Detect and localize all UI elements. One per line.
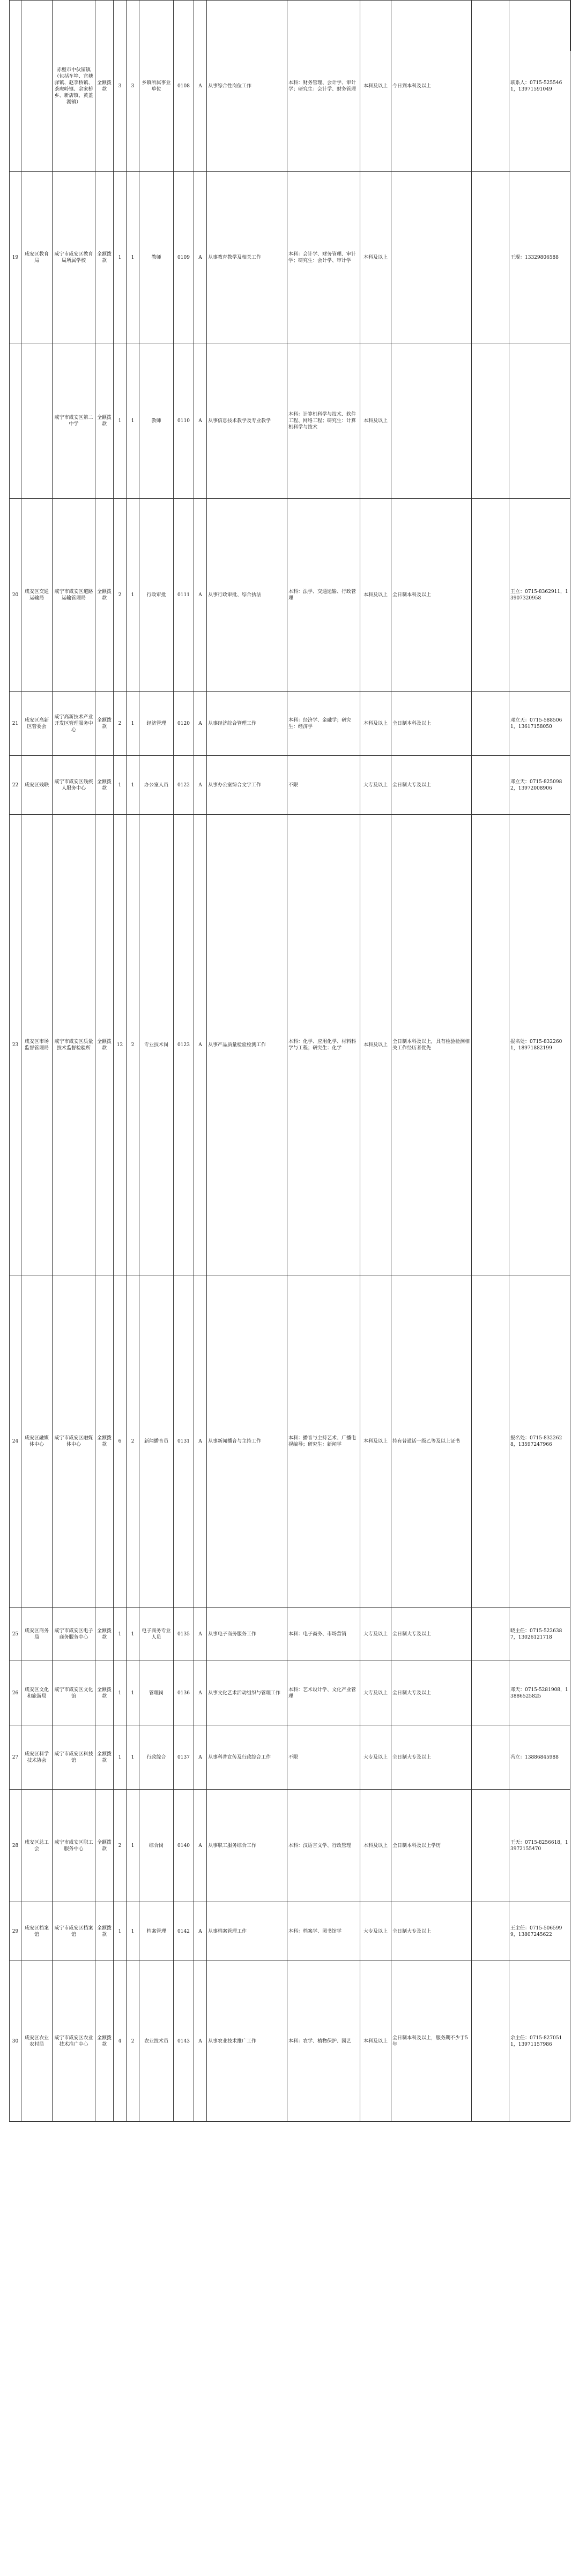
post-code: 0142 (174, 1902, 194, 1961)
county-department: 咸安区残联 (21, 756, 53, 815)
unit-quota: 12 (114, 815, 127, 1275)
recruiting-unit: 咸宁市咸安区质量技术监督检验所 (53, 815, 95, 1275)
post-category: A (194, 756, 207, 815)
table-row (10, 1608, 570, 1661)
post-category: A (194, 815, 207, 1275)
post-name: 农业技术员 (139, 1961, 174, 2122)
contact-cell (472, 1790, 509, 1902)
row-number: 30 (10, 1961, 21, 2122)
row-number: 27 (10, 1725, 21, 1790)
other-requirement: 今日到本科及以上 (391, 1, 472, 172)
major-requirement: 不限 (287, 1725, 360, 1790)
table-row (10, 1961, 570, 2122)
funding-type: 全额拨款 (95, 1902, 114, 1961)
post-category: A (194, 172, 207, 343)
education-requirement: 本科及以上 (360, 1961, 391, 2122)
post-code: 0123 (174, 815, 194, 1275)
contact-cell (472, 1725, 509, 1790)
post-duty: 从事档案管理工作 (207, 1902, 287, 1961)
post-code: 0110 (174, 343, 194, 499)
row-number: 19 (10, 172, 21, 343)
funding-type: 全额拨款 (95, 1661, 114, 1725)
post-category: A (194, 1275, 207, 1608)
recruiting-unit: 咸宁市咸安区科技馆 (53, 1725, 95, 1790)
other-requirement (391, 343, 472, 499)
funding-type: 全额拨款 (95, 1790, 114, 1902)
table-row (10, 1661, 570, 1725)
county-department: 咸安区农业农村局 (21, 1961, 53, 2122)
education-requirement: 本科及以上 (360, 815, 391, 1275)
county-department: 咸安区融媒体中心 (21, 1275, 53, 1608)
post-name: 综合岗 (139, 1790, 174, 1902)
post-category: A (194, 1, 207, 172)
post-quota: 1 (127, 499, 139, 692)
county-department: 咸安区高新区管委会 (21, 692, 53, 756)
row-number: 28 (10, 1790, 21, 1902)
major-requirement: 本科：农学、植物保护、园艺 (287, 1961, 360, 2122)
row-number: 20 (10, 499, 21, 692)
row-number: 22 (10, 756, 21, 815)
contact-cell (472, 692, 509, 756)
post-category: A (194, 1725, 207, 1790)
unit-quota: 1 (114, 1661, 127, 1725)
county-department: 咸安区科学技术协会 (21, 1725, 53, 1790)
other-requirement (391, 172, 472, 343)
row-number (10, 1, 21, 172)
education-requirement: 本科及以上 (360, 172, 391, 343)
unit-quota: 6 (114, 1275, 127, 1608)
post-duty: 从事新闻播音与主持工作 (207, 1275, 287, 1608)
funding-type: 全额拨款 (95, 756, 114, 815)
post-quota: 1 (127, 1902, 139, 1961)
row-number: 26 (10, 1661, 21, 1725)
education-requirement: 大专及以上 (360, 1608, 391, 1661)
unit-quota: 1 (114, 1902, 127, 1961)
row-number: 25 (10, 1608, 21, 1661)
notes-cell: 晓主任：0715-5226387，13026121718 (509, 1608, 570, 1661)
row-number: 29 (10, 1902, 21, 1961)
post-quota: 2 (127, 1961, 139, 2122)
notes-cell: 冯立：13886845988 (509, 1725, 570, 1790)
post-quota: 1 (127, 756, 139, 815)
recruiting-unit: 咸宁市咸安区职工服务中心 (53, 1790, 95, 1902)
other-requirement: 全日制本科及以上 (391, 692, 472, 756)
other-requirement: 全日制本科及以上学历 (391, 1790, 472, 1902)
unit-quota: 1 (114, 1608, 127, 1661)
county-department: 咸安区市场监督管理局 (21, 815, 53, 1275)
post-category: A (194, 1661, 207, 1725)
major-requirement: 本科：法学、交通运输、行政管理 (287, 499, 360, 692)
other-requirement: 全日制大专及以上 (391, 1661, 472, 1725)
education-requirement: 本科及以上 (360, 343, 391, 499)
major-requirement: 本科：播音与主持艺术、广播电视编导；研究生：新闻学 (287, 1275, 360, 1608)
county-department: 咸安区文化和旅游局 (21, 1661, 53, 1725)
county-department (21, 1, 53, 172)
table-row (10, 499, 570, 692)
recruiting-unit: 赤壁市中伙铺镇（包括车埠、官塘驿镇、赵李桥镇、茶庵岭镇、余家桥乡、新店镇、黄盖湖镇） (53, 1, 95, 172)
other-requirement: 全日制本科及以上，具有检验检测相关工作经历者优先 (391, 815, 472, 1275)
notes-cell: 王现：13329806588 (509, 172, 570, 343)
post-duty: 从事电子商务服务工作 (207, 1608, 287, 1661)
post-duty: 从事经济综合管理工作 (207, 692, 287, 756)
education-requirement: 本科及以上 (360, 692, 391, 756)
row-number: 23 (10, 815, 21, 1275)
recruiting-unit: 咸宁市咸安区电子商务服务中心 (53, 1608, 95, 1661)
post-code: 0120 (174, 692, 194, 756)
unit-quota: 1 (114, 172, 127, 343)
post-code: 0131 (174, 1275, 194, 1608)
other-requirement: 全日制本科及以上，服务期不少于5年 (391, 1961, 472, 2122)
funding-type: 全额拨款 (95, 1275, 114, 1608)
county-department (21, 343, 53, 499)
education-requirement: 本科及以上 (360, 499, 391, 692)
major-requirement: 本科：化学、应用化学、材料科学与工程；研究生：化学 (287, 815, 360, 1275)
post-code: 0109 (174, 172, 194, 343)
notes-cell: 余主任：0715-8270511，13971157986 (509, 1961, 570, 2122)
post-category: A (194, 1961, 207, 2122)
recruiting-unit: 咸宁市咸安区融媒体中心 (53, 1275, 95, 1608)
post-duty: 从事办公室综合文字工作 (207, 756, 287, 815)
post-code: 0137 (174, 1725, 194, 1790)
post-quota: 3 (127, 1, 139, 172)
post-quota: 2 (127, 815, 139, 1275)
post-name: 教师 (139, 172, 174, 343)
post-duty: 从事文化艺术活动组织与管理工作 (207, 1661, 287, 1725)
notes-cell: 联系人：0715-5255461，13971591049 (509, 1, 570, 172)
contact-cell (472, 343, 509, 499)
post-quota: 1 (127, 343, 139, 499)
unit-quota: 4 (114, 1961, 127, 2122)
notes-cell: 王主任：0715-5065999，13807245622 (509, 1902, 570, 1961)
table-row (10, 1725, 570, 1790)
contact-cell (472, 1275, 509, 1608)
row-number: 21 (10, 692, 21, 756)
notes-cell: 邓立天：0715-5885061，13617158050 (509, 692, 570, 756)
post-quota: 1 (127, 1790, 139, 1902)
post-category: A (194, 1608, 207, 1661)
other-requirement: 全日制大专及以上 (391, 756, 472, 815)
unit-quota: 2 (114, 499, 127, 692)
post-category: A (194, 1902, 207, 1961)
other-requirement: 全日制本科及以上 (391, 499, 472, 692)
post-code: 0143 (174, 1961, 194, 2122)
post-name: 专业技术岗 (139, 815, 174, 1275)
post-name: 电子商务专业人员 (139, 1608, 174, 1661)
post-name: 经济管理 (139, 692, 174, 756)
post-code: 0122 (174, 756, 194, 815)
post-quota: 1 (127, 172, 139, 343)
post-duty: 从事行政审批、综合执法 (207, 499, 287, 692)
post-duty: 从事综合性岗位工作 (207, 1, 287, 172)
post-quota: 1 (127, 1661, 139, 1725)
table-row (10, 1902, 570, 1961)
recruiting-unit: 咸宁高新技术产业开发区管理服务中心 (53, 692, 95, 756)
table-row (10, 1790, 570, 1902)
post-category: A (194, 1790, 207, 1902)
county-department: 咸安区教育局 (21, 172, 53, 343)
table-row (10, 343, 570, 499)
post-duty: 从事科普宣传及行政综合工作 (207, 1725, 287, 1790)
contact-cell (472, 499, 509, 692)
major-requirement: 本科：会计学、财务管理、审计学；研究生：会计学、审计学 (287, 172, 360, 343)
education-requirement: 本科及以上 (360, 1275, 391, 1608)
post-name: 乡镇所属事业单位 (139, 1, 174, 172)
major-requirement: 本科：艺术设计学、文化产业管理 (287, 1661, 360, 1725)
recruiting-unit: 咸宁市咸安区残疾人服务中心 (53, 756, 95, 815)
unit-quota: 2 (114, 1790, 127, 1902)
recruiting-unit: 咸宁市咸安区道路运输管理局 (53, 499, 95, 692)
contact-cell (472, 815, 509, 1275)
funding-type: 全额拨款 (95, 1, 114, 172)
post-quota: 1 (127, 692, 139, 756)
recruiting-unit: 咸宁市咸安区农业技术推广中心 (53, 1961, 95, 2122)
table-row (10, 815, 570, 1275)
contact-cell (472, 1961, 509, 2122)
table-row (10, 756, 570, 815)
notes-cell: 邓立天：0715-8250982，13972008906 (509, 756, 570, 815)
post-code: 0111 (174, 499, 194, 692)
major-requirement: 本科：计算机科学与技术、软件工程、网络工程；研究生：计算机科学与技术 (287, 343, 360, 499)
post-name: 管理岗 (139, 1661, 174, 1725)
post-code: 0140 (174, 1790, 194, 1902)
notes-cell: 报名处：0715-8322628，13597247966 (509, 1275, 570, 1608)
post-code: 0135 (174, 1608, 194, 1661)
post-code: 0136 (174, 1661, 194, 1725)
funding-type: 全额拨款 (95, 692, 114, 756)
notes-cell: 报名处：0715-8322601，18971882199 (509, 815, 570, 1275)
recruiting-unit: 咸宁市咸安区教育局所属学校 (53, 172, 95, 343)
funding-type: 全额拨款 (95, 1961, 114, 2122)
notes-cell: 王立：0715-8362911，13907320958 (509, 499, 570, 692)
recruiting-unit: 咸宁市咸安区第二中学 (53, 343, 95, 499)
unit-quota: 1 (114, 756, 127, 815)
education-requirement: 本科及以上 (360, 1790, 391, 1902)
funding-type: 全额拨款 (95, 815, 114, 1275)
county-department: 咸安区总工会 (21, 1790, 53, 1902)
post-quota: 2 (127, 1275, 139, 1608)
funding-type: 全额拨款 (95, 343, 114, 499)
major-requirement: 本科：档案学、图书馆学 (287, 1902, 360, 1961)
post-name: 办公室人员 (139, 756, 174, 815)
post-duty: 从事职工服务综合工作 (207, 1790, 287, 1902)
post-quota: 1 (127, 1725, 139, 1790)
post-code: 0108 (174, 1, 194, 172)
education-requirement: 大专及以上 (360, 756, 391, 815)
education-requirement: 大专及以上 (360, 1902, 391, 1961)
unit-quota: 2 (114, 692, 127, 756)
recruitment-table-page (9, 0, 570, 2576)
county-department: 咸安区交通运输局 (21, 499, 53, 692)
education-requirement: 本科及以上 (360, 1, 391, 172)
post-name: 行政审批 (139, 499, 174, 692)
other-requirement: 全日制大专及以上 (391, 1902, 472, 1961)
funding-type: 全额拨款 (95, 499, 114, 692)
table-row (10, 692, 570, 756)
post-duty: 从事产品质量检验检测工作 (207, 815, 287, 1275)
major-requirement: 本科：汉语言文学、行政管理 (287, 1790, 360, 1902)
other-requirement: 全日制大专及以上 (391, 1725, 472, 1790)
contact-cell (472, 1661, 509, 1725)
post-duty: 从事信息技术教学及专业教学 (207, 343, 287, 499)
table-row (10, 1, 570, 172)
post-category: A (194, 343, 207, 499)
funding-type: 全额拨款 (95, 1608, 114, 1661)
contact-cell (472, 1902, 509, 1961)
contact-cell (472, 1608, 509, 1661)
major-requirement: 本科：财务管理、会计学、审计学；研究生：会计学、财务管理 (287, 1, 360, 172)
post-name: 行政综合 (139, 1725, 174, 1790)
major-requirement: 本科：电子商务、市场营销 (287, 1608, 360, 1661)
table-row (10, 172, 570, 343)
unit-quota: 3 (114, 1, 127, 172)
contact-cell (472, 172, 509, 343)
contact-cell (472, 1, 509, 172)
recruiting-unit: 咸宁市咸安区档案馆 (53, 1902, 95, 1961)
notes-cell: 邓天：0715-5281908，13886525825 (509, 1661, 570, 1725)
post-name: 教师 (139, 343, 174, 499)
post-quota: 1 (127, 1608, 139, 1661)
funding-type: 全额拨款 (95, 1725, 114, 1790)
notes-cell (509, 343, 570, 499)
education-requirement: 大专及以上 (360, 1725, 391, 1790)
major-requirement: 本科：经济学、金融学；研究生：经济学 (287, 692, 360, 756)
notes-cell: 王天：0715-8256618，13972155470 (509, 1790, 570, 1902)
county-department: 咸安区商务局 (21, 1608, 53, 1661)
education-requirement: 大专及以上 (360, 1661, 391, 1725)
funding-type: 全额拨款 (95, 172, 114, 343)
row-number (10, 343, 21, 499)
row-number: 24 (10, 1275, 21, 1608)
post-name: 新闻播音员 (139, 1275, 174, 1608)
other-requirement: 全日制大专及以上 (391, 1608, 472, 1661)
contact-cell (472, 756, 509, 815)
post-duty: 从事农业技术推广工作 (207, 1961, 287, 2122)
other-requirement: 持有普通话一级乙等及以上证书 (391, 1275, 472, 1608)
recruiting-unit: 咸宁市咸安区文化馆 (53, 1661, 95, 1725)
unit-quota: 1 (114, 1725, 127, 1790)
recruitment-table (9, 0, 570, 2122)
post-duty: 从事教育教学及相关工作 (207, 172, 287, 343)
post-name: 档案管理 (139, 1902, 174, 1961)
major-requirement: 不限 (287, 756, 360, 815)
post-category: A (194, 499, 207, 692)
unit-quota: 1 (114, 343, 127, 499)
post-category: A (194, 692, 207, 756)
county-department: 咸安区档案馆 (21, 1902, 53, 1961)
table-row (10, 1275, 570, 1608)
